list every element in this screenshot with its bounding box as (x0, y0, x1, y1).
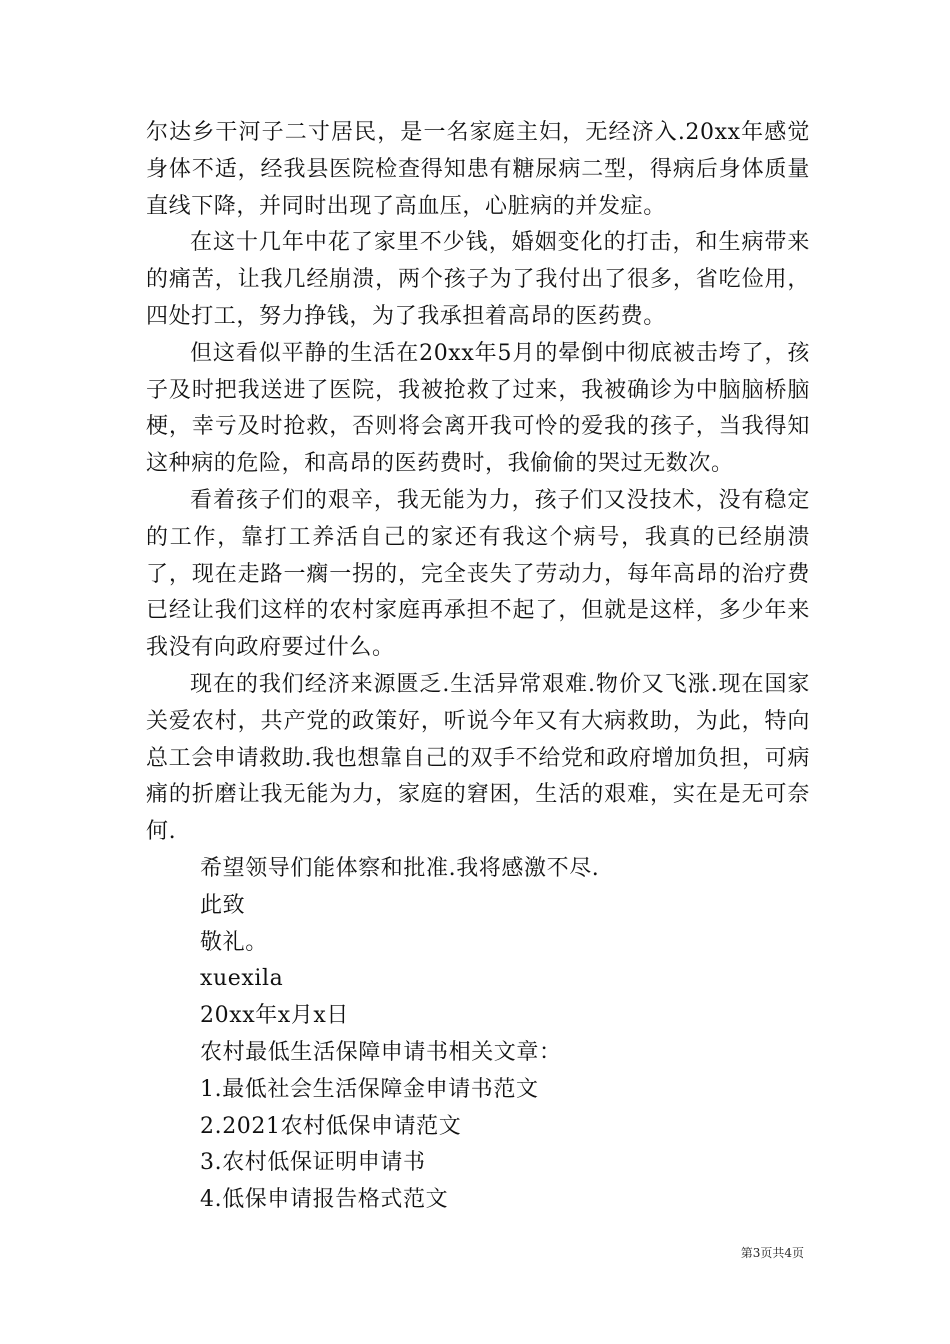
paragraph-1: 尔达乡干河子二寸居民，是一名家庭主妇，无经济入.20xx年感觉身体不适，经我县医院检查得知患有糖尿病二型，得病后身体质量直线下降，并同时出现了高血压，心脏病的并发症。 (146, 120, 810, 219)
related-article-link[interactable]: 1.最低社会生活保障金申请书范文 (200, 1076, 539, 1102)
document-body (146, 115, 810, 1219)
closing-request-line: 希望领导们能体察和批准.我将感激不尽. (200, 855, 600, 881)
related-article-link[interactable]: 3.农村低保证明申请书 (200, 1150, 426, 1176)
related-article-link[interactable]: 4.低保申请报告格式范文 (200, 1187, 449, 1213)
paragraph-3: 但这看似平静的生活在20xx年5月的晕倒中彻底被击垮了，孩子及时把我送进了医院，我被抢救了过来，我被确诊为中脑脑桥脑梗，幸亏及时抢救，否则将会离开我可怜的爱我的孩子，当我得知这种病的危险，和高昂的医药费时，我偷偷的哭过无数次。 (146, 340, 810, 477)
related-article-link[interactable]: 2.2021农村低保申请范文 (200, 1113, 462, 1139)
paragraph-4: 看着孩子们的艰辛，我无能为力，孩子们又没技术，没有稳定的工作，靠打工养活自己的家还有我这个病号，我真的已经崩溃了，现在走路一瘸一拐的，完全丧失了劳动力，每年高昂的治疗费已经让我们这样的农村家庭再承担不起了，但就是这样，多少年来我没有向政府要过什么。 (146, 487, 810, 661)
respect-line: 敬礼。 (200, 929, 268, 955)
salutation-line: 此致 (200, 892, 246, 918)
date-line: 20xx年x月x日 (200, 1003, 350, 1029)
paragraph-2: 在这十几年中花了家里不少钱，婚姻变化的打击，和生病带来的痛苦，让我几经崩溃，两个孩子为了我付出了很多，省吃俭用，四处打工，努力挣钱，为了我承担着高昂的医药费。 (146, 230, 810, 329)
page-number-footer: 第3页共4页 (740, 1246, 804, 1260)
related-articles-heading: 农村最低生活保障申请书相关文章： (200, 1039, 562, 1065)
paragraph-5: 现在的我们经济来源匮乏.生活异常艰难.物价又飞涨.现在国家关爱农村，共产党的政策好，听说今年又有大病救助，为此，特向总工会申请救助.我也想靠自己的双手不给党和政府增加负担，可病痛的折磨让我无能为力，家庭的窘困，生活的艰难，实在是无可奈何. (146, 671, 810, 845)
signature-line: xuexila (200, 966, 284, 992)
